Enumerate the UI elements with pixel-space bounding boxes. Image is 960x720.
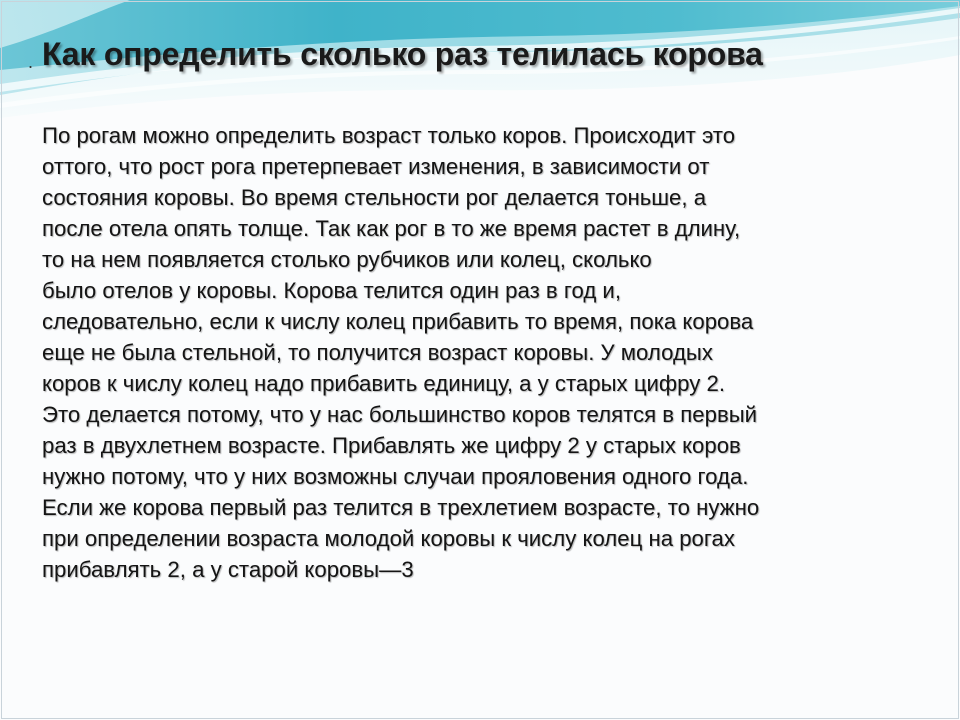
- body-line: коров к числу колец надо прибавить единицу, а у старых цифру 2.: [42, 371, 726, 396]
- body-line: раз в двухлетнем возрасте. Прибавлять же цифру 2 у старых коров: [42, 433, 741, 458]
- body-line: было отелов у коровы. Корова телится один раз в год и,: [42, 278, 621, 303]
- body-line: нужно потому, что у них возможны случаи прояловения одного года.: [42, 464, 749, 489]
- body-line: при определении возраста молодой коровы к числу колец на рогах: [42, 526, 735, 551]
- body-line: По рогам можно определить возраст только коров. Происходит это: [42, 123, 736, 148]
- slide-title: Как определить сколько раз телилась корова: [42, 36, 763, 72]
- body-line: после отела опять толще. Так как рог в то же время растет в длину,: [42, 216, 741, 241]
- body-line: прибавлять 2, а у старой коровы—3: [42, 557, 414, 582]
- body-line: следовательно, если к числу колец прибавить то время, пока корова: [42, 309, 754, 334]
- body-line: Если же корова первый раз телится в трехлетием возрасте, то нужно: [42, 495, 760, 520]
- body-line: то на нем появляется столько рубчиков или колец, сколько: [42, 247, 652, 272]
- body-line: Это делается потому, что у нас большинство коров телятся в первый: [42, 402, 758, 427]
- body-line: состояния коровы. Во время стельности рог делается тоньше, а: [42, 185, 707, 210]
- body-line: еще не была стельной, то получится возраст коровы. У молодых: [42, 340, 713, 365]
- title-bullet: .: [28, 52, 34, 72]
- body-line: оттого, что рост рога претерпевает изменения, в зависимости от: [42, 154, 710, 179]
- slide-body: [42, 120, 922, 585]
